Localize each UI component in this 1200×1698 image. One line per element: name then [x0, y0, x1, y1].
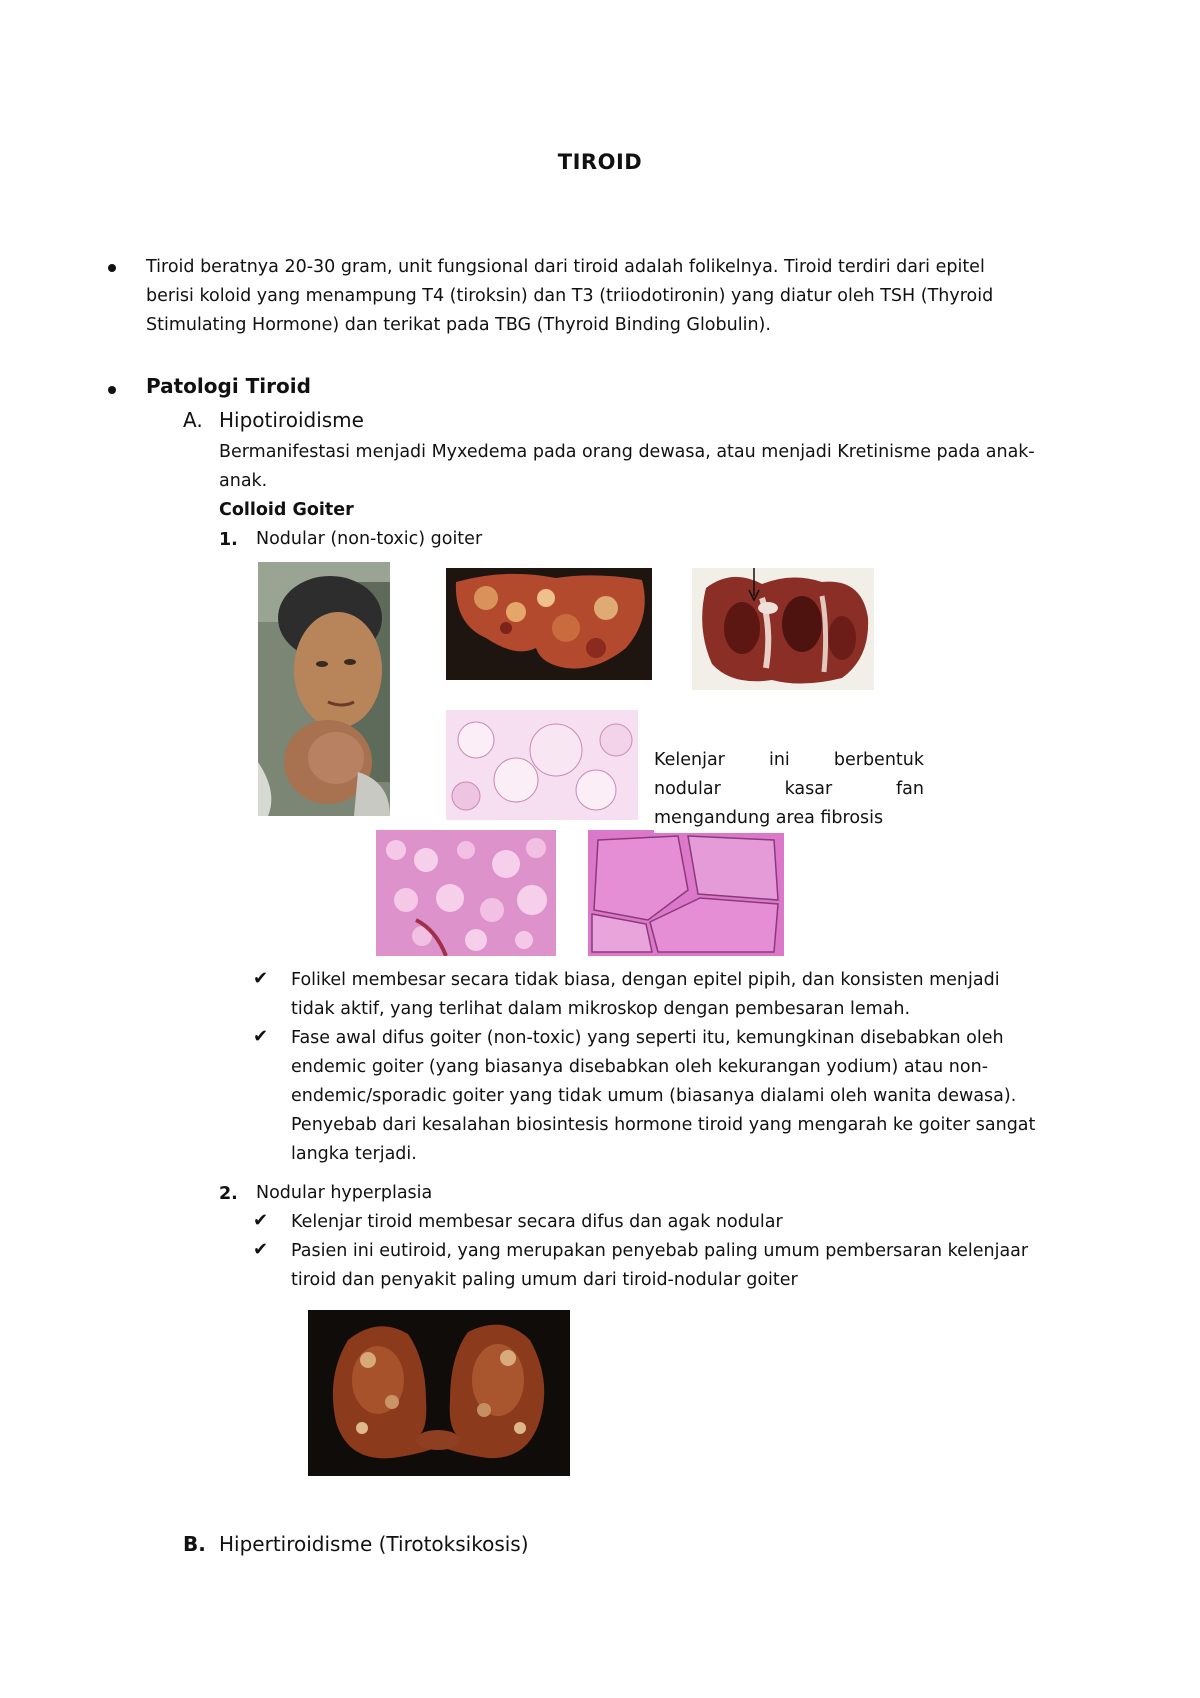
- intro-line: berisi koloid yang menampung T4 (tiroksin) dan T3 (triiodotironin) yang diatur oleh TSH (Thyroid: [146, 286, 994, 306]
- caption-line: nodular kasar fan: [654, 779, 924, 799]
- gross-specimen-photo: [446, 568, 652, 680]
- histology-photo: [588, 830, 784, 956]
- section-b-letter: B.: [183, 1532, 206, 1556]
- document-title: TIROID: [557, 150, 643, 174]
- patient-photo: [258, 562, 390, 816]
- section-a-description: [219, 438, 1079, 496]
- desc-line: anak.: [219, 471, 268, 491]
- check-item: [291, 1024, 1091, 1169]
- item1-label: Nodular (non-toxic) goiter: [256, 529, 483, 549]
- section-a-letter: A.: [183, 408, 203, 432]
- check-icon: ✔: [253, 1026, 269, 1047]
- desc-line: Bermanifestasi menjadi Myxedema pada orang dewasa, atau menjadi Kretinisme pada anak-: [219, 442, 1035, 462]
- bullet-icon: [108, 264, 116, 272]
- check-line: Penyebab dari kesalahan biosintesis hormone tiroid yang mengarah ke goiter sangat: [291, 1115, 1036, 1135]
- colloid-goiter-subheading: Colloid Goiter: [219, 500, 354, 520]
- intro-line: Tiroid beratnya 20-30 gram, unit fungsional dari tiroid adalah folikelnya. Tiroid terdiri dari epitel: [146, 257, 985, 277]
- check-line: Fase awal difus goiter (non-toxic) yang seperti itu, kemungkinan disebabkan oleh: [291, 1028, 1004, 1048]
- intro-line: Stimulating Hormone) dan terikat pada TBG (Thyroid Binding Globulin).: [146, 315, 771, 335]
- check-icon: ✔: [253, 1239, 269, 1260]
- check-item: [291, 966, 1091, 1024]
- histology-photo: [446, 710, 638, 820]
- histology-photo: [376, 830, 556, 956]
- check-line: tidak aktif, yang terlihat dalam mikroskop dengan pembesaran lemah.: [291, 999, 911, 1019]
- caption-line: mengandung area fibrosis: [654, 808, 884, 828]
- check-line: langka terjadi.: [291, 1144, 417, 1164]
- check-item: [291, 1237, 1091, 1295]
- check-line: endemic goiter (yang biasanya disebabkan oleh kekurangan yodium) atau non-: [291, 1057, 989, 1077]
- check-line: Folikel membesar secara tidak biasa, dengan epitel pipih, dan konsisten menjadi: [291, 970, 1000, 990]
- item2-number: 2.: [219, 1184, 238, 1204]
- check-line: Pasien ini eutiroid, yang merupakan penyebab paling umum pembersaran kelenjaar: [291, 1241, 1029, 1261]
- image-caption: [654, 746, 924, 833]
- section-a-title: Hipotiroidisme: [219, 408, 364, 432]
- caption-line: Kelenjar ini berbentuk: [654, 750, 924, 770]
- bullet-icon: [108, 386, 116, 394]
- check-icon: ✔: [253, 968, 269, 989]
- intro-paragraph: [146, 253, 1076, 340]
- check-line: tiroid dan penyakit paling umum dari tiroid-nodular goiter: [291, 1270, 798, 1290]
- check-line: Kelenjar tiroid membesar secara difus dan agak nodular: [291, 1212, 783, 1232]
- image-collage: [250, 560, 924, 965]
- section-b-title: Hipertiroidisme (Tirotoksikosis): [219, 1532, 529, 1556]
- check-icon: ✔: [253, 1210, 269, 1231]
- item2-label: Nodular hyperplasia: [256, 1183, 433, 1203]
- check-line: endemic/sporadic goiter yang tidak umum (biasanya dialami oleh wanita dewasa).: [291, 1086, 1017, 1106]
- check-item: [291, 1208, 1091, 1237]
- cut-specimen-photo: [692, 568, 874, 690]
- patologi-heading: Patologi Tiroid: [146, 374, 311, 398]
- nodular-hyperplasia-photo: [308, 1310, 570, 1476]
- item1-number: 1.: [219, 530, 238, 550]
